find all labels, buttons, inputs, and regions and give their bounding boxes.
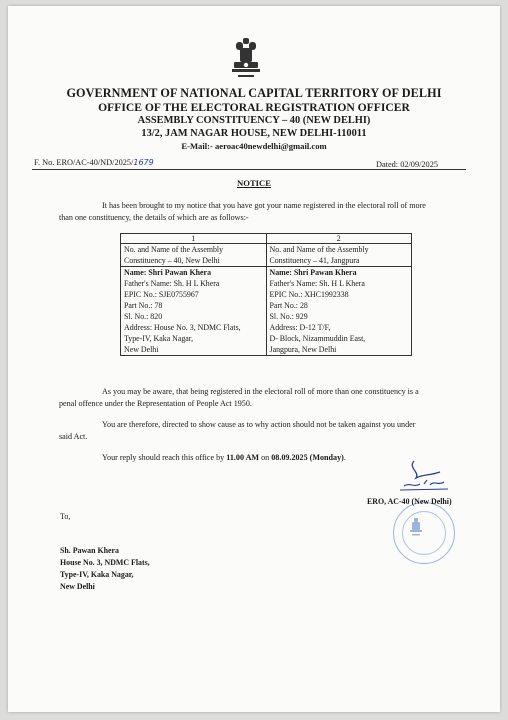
entry-2-address-line-2: D- Block, Nizammuddin East, [269,334,366,343]
entry-1-sl: Sl. No.: 820 [124,312,163,321]
constituency-table [120,233,412,356]
reply-deadline [102,452,346,464]
table-row [121,267,412,356]
para2-line-2: penal offence under the Representation of People Act 1950. [59,399,252,408]
entry-1-address-line-3: New Delhi [124,345,159,354]
header-divider [32,169,466,170]
file-number-handwritten: 1679 [133,158,154,167]
header-government: GOVERNMENT OF NATIONAL CAPITAL TERRITORY OF DELHI [66,86,442,100]
para2-line-1: As you may be aware, that being registered in the electoral roll of more than one constituency is a [102,387,419,396]
header-cell-2-line-1: No. and Name of the Assembly [269,245,369,254]
file-number [34,158,154,167]
para3-line-1: You are therefore, directed to show cause as to why action should not be taken against you under [102,420,416,429]
entry-1-epic: EPIC No.: SJE0755967 [124,290,199,299]
column-number-2: 2 [266,234,412,244]
entry-2-sl: Sl. No.: 929 [269,312,308,321]
entry-1-part: Part No.: 78 [124,301,163,310]
entry-2-address-line-1: Address: D-12 T/F, [269,323,331,332]
stamp-emblem-icon [409,517,423,537]
entry-1-name: Name: Shri Pawan Khera [124,268,212,277]
intro-line-2: than one constituency, the details of which are as follows:- [59,213,249,222]
header-cell-1 [121,244,267,267]
entry-2-address-line-3: Jangpura, New Delhi [269,345,337,354]
state-emblem-icon [228,36,264,86]
header-cell-2 [266,244,412,267]
header-constituency: ASSEMBLY CONSTITUENCY – 40 (NEW DELHI) [137,115,371,126]
header-cell-1-line-1: No. and Name of the Assembly [124,245,224,254]
reply-date: 08.09.2025 (Monday) [271,453,344,462]
entry-2-name: Name: Shri Pawan Khera [269,268,357,277]
entry-2-part: Part No.: 28 [269,301,308,310]
column-number-1: 1 [121,234,267,244]
intro-line-1: It has been brought to my notice that you have got your name registered in the electoral roll of more [102,201,426,210]
header-address: 13/2, JAM NAGAR HOUSE, NEW DELHI-110011 [141,128,367,139]
signatory-designation: ERO, AC-40 (New Delhi) [367,497,452,506]
table-number-row [121,234,412,244]
header-email: E-Mail:- aeroac40newdelhi@gmail.com [181,141,327,151]
table-header-row [121,244,412,267]
addressee-line-2: House No. 3, NDMC Flats, [60,558,150,567]
reply-text-before: Your reply should reach this office by [102,453,227,462]
notice-title: NOTICE [237,178,271,188]
handwritten-signature-icon [394,458,454,494]
entry-1-father: Father's Name: Sh. H L Khera [124,279,220,288]
file-number-printed: F. No. ERO/AC-40/ND/2025/ [34,158,134,167]
addressee-name: Sh. Pawan Khera [60,546,119,555]
header-office: OFFICE OF THE ELECTORAL REGISTRATION OFFICER [98,101,410,114]
dated: Dated: 02/09/2025 [376,160,438,169]
para3-line-2: said Act. [59,432,88,441]
to-label: To, [60,512,71,521]
header-cell-2-line-2: Constituency – 41, Jangpura [269,256,360,265]
reply-text-after: . [343,453,346,462]
entry-2-epic: EPIC No.: XHC1992338 [269,290,349,299]
entry-2-father: Father's Name: Sh. H L Khera [269,279,365,288]
entry-cell-1 [121,267,267,356]
office-stamp-icon [393,502,455,564]
entry-cell-2 [266,267,412,356]
header-cell-1-line-2: Constituency – 40, New Delhi [124,256,220,265]
entry-1-address-line-1: Address: House No. 3, NDMC Flats, [124,323,241,332]
addressee-line-4: New Delhi [60,582,95,591]
reply-text-mid: on [259,453,272,462]
entry-1-address-line-2: Type-IV, Kaka Nagar, [124,334,194,343]
addressee-line-3: Type-IV, Kaka Nagar, [60,570,134,579]
notice-page [8,6,500,712]
reply-time: 11.00 AM [226,453,260,462]
